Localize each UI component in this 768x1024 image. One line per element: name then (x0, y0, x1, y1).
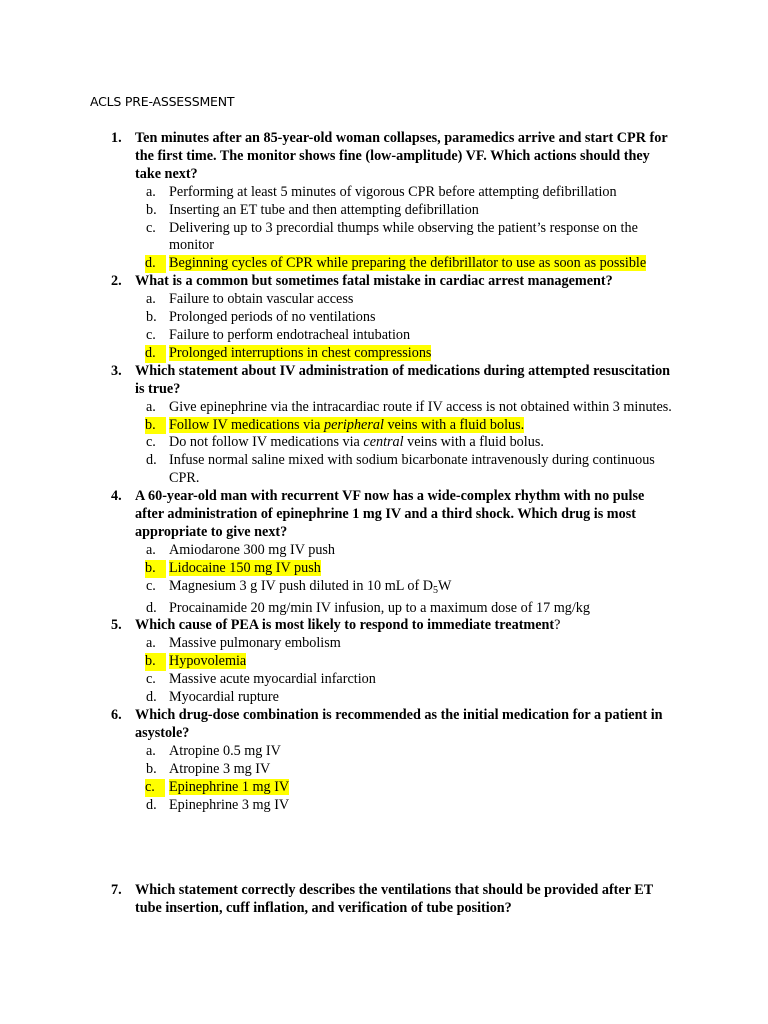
answer-option (0, 452, 768, 488)
question-2 (0, 273, 768, 363)
emphasis-text: peripheral (324, 416, 384, 433)
question-1 (0, 130, 768, 273)
answer-option (0, 291, 768, 309)
question-text: Which drug-dose combination is recommended as the initial medication for a patient in asystole? (135, 707, 663, 741)
option-text: Atropine 3 mg IV (169, 760, 271, 777)
question-number: 4. (111, 488, 122, 505)
answer-option (0, 689, 768, 707)
question-number: 3. (111, 362, 122, 379)
option-letter: d. (146, 599, 157, 616)
question-number: 6. (111, 707, 122, 723)
option-letter: b. (145, 560, 166, 578)
option-letter: b. (145, 417, 166, 435)
option-text: Prolonged periods of no ventilations (169, 309, 376, 326)
option-letter: c. (146, 326, 156, 343)
option-text: Follow IV medications via peripheral veins with a fluid bolus. (169, 416, 525, 433)
option-letter: a. (146, 183, 156, 200)
highlighted-answer-option (0, 779, 768, 797)
document-title: ACLS PRE-ASSESSMENT (90, 94, 235, 109)
question-text: Ten minutes after an 85-year-old woman collapses, paramedics arrive and start CPR for the first time. The monitor shows fine (low-amplitude) VF. Which actions should they take next? (135, 130, 668, 182)
option-text: Epinephrine 1 mg IV (169, 778, 290, 795)
option-text: Massive pulmonary embolism (169, 635, 341, 652)
question-4 (0, 488, 768, 617)
answer-option (0, 434, 768, 452)
option-letter: c. (146, 577, 156, 594)
option-letter: a. (146, 291, 156, 308)
option-letter: a. (146, 742, 156, 759)
question-number: 2. (111, 273, 122, 290)
highlighted-answer-option (0, 560, 768, 578)
question-3 (0, 363, 768, 488)
option-text: Magnesium 3 g IV push diluted in 10 mL of $D_5W$ (169, 577, 452, 596)
answer-option (0, 635, 768, 653)
option-letter: c. (146, 219, 156, 236)
question-text: What is a common but sometimes fatal mistake in cardiac arrest management? (135, 273, 613, 290)
option-letter: a. (146, 398, 156, 415)
option-letter: a. (146, 541, 156, 558)
option-letter: b. (146, 201, 157, 218)
option-text: Delivering up to 3 precordial thumps while observing the patient’s response on the monitor (169, 219, 638, 254)
question-text: Which statement about IV administration of medications during attempted resuscitation is true? (135, 362, 671, 397)
question-5 (0, 617, 768, 707)
answer-option (0, 671, 768, 689)
option-letter: d. (146, 796, 157, 813)
answer-option (0, 600, 768, 618)
option-text: Failure to obtain vascular access (169, 291, 354, 308)
option-text: Infuse normal saline mixed with sodium bicarbonate intravenously during continuous CPR. (169, 452, 655, 487)
option-letter: a. (146, 635, 156, 652)
option-text: Performing at least 5 minutes of vigorous CPR before attempting defibrillation (169, 183, 617, 200)
highlighted-answer-option (0, 417, 768, 435)
answer-option (0, 542, 768, 560)
option-letter: b. (146, 760, 157, 777)
answer-option (0, 399, 768, 417)
option-text: Failure to perform endotracheal intubation (169, 326, 411, 343)
question-7 (0, 882, 768, 918)
question-number: 5. (111, 617, 122, 634)
option-letter: d. (146, 689, 157, 706)
answer-options (0, 291, 768, 363)
answer-options (0, 635, 768, 707)
option-text: Amiodarone 300 mg IV push (169, 541, 336, 558)
option-text: Beginning cycles of CPR while preparing the defibrillator to use as soon as possible (169, 255, 647, 272)
emphasis-text: central (363, 434, 404, 451)
option-text: Epinephrine 3 mg IV (169, 796, 290, 813)
answer-options (0, 184, 768, 274)
option-text: Myocardial rupture (169, 689, 279, 706)
option-text: Hypovolemia (169, 653, 247, 670)
option-letter: c. (145, 779, 165, 797)
option-text: Prolonged interruptions in chest compressions (169, 344, 432, 361)
answer-option (0, 202, 768, 220)
question-6 (0, 707, 768, 814)
question-text: A 60-year-old man with recurrent VF now has a wide-complex rhythm with no pulse after administration of epinephrine 1 mg IV and a third shock. Which drug is most appropriate to give next? (135, 488, 645, 540)
option-letter: b. (146, 309, 157, 326)
option-text: Give epinephrine via the intracardiac route if IV access is not obtained within 3 minutes. (169, 398, 672, 415)
option-letter: d. (145, 255, 166, 273)
question-number: 7. (111, 882, 122, 898)
option-text: Atropine 0.5 mg IV (169, 742, 281, 759)
question-number: 1. (111, 130, 122, 146)
subscript-text: 5 (433, 584, 439, 596)
option-text: Lidocaine 150 mg IV push (169, 559, 321, 576)
answer-option (0, 184, 768, 202)
answer-option (0, 761, 768, 779)
highlighted-answer-option (0, 255, 768, 273)
option-text: Inserting an ET tube and then attempting defibrillation (169, 201, 479, 218)
answer-options (0, 399, 768, 489)
option-text: Do not follow IV medications via central veins with a fluid bolus. (169, 434, 544, 451)
answer-option (0, 743, 768, 761)
question-text: Which statement correctly describes the ventilations that should be provided after ET tube insertion, cuff inflation, and verification of tube position? (135, 882, 653, 916)
highlighted-answer-option (0, 345, 768, 363)
option-letter: d. (145, 345, 166, 363)
answer-option (0, 220, 768, 256)
answer-option (0, 327, 768, 345)
option-letter: c. (146, 671, 156, 688)
answer-option (0, 309, 768, 327)
option-letter: d. (146, 452, 157, 469)
answer-option (0, 797, 768, 815)
highlighted-answer-option (0, 653, 768, 671)
answer-options (0, 743, 768, 815)
question-text: Which cause of PEA is most likely to respond to immediate treatment? (135, 617, 561, 634)
option-letter: c. (146, 434, 156, 451)
option-text: Massive acute myocardial infarction (169, 671, 376, 688)
question-list (0, 130, 768, 814)
answer-options (0, 542, 768, 618)
option-text: Procainamide 20 mg/min IV infusion, up to a maximum dose of 17 mg/kg (169, 599, 590, 616)
answer-option (0, 578, 768, 600)
option-letter: b. (145, 653, 166, 671)
